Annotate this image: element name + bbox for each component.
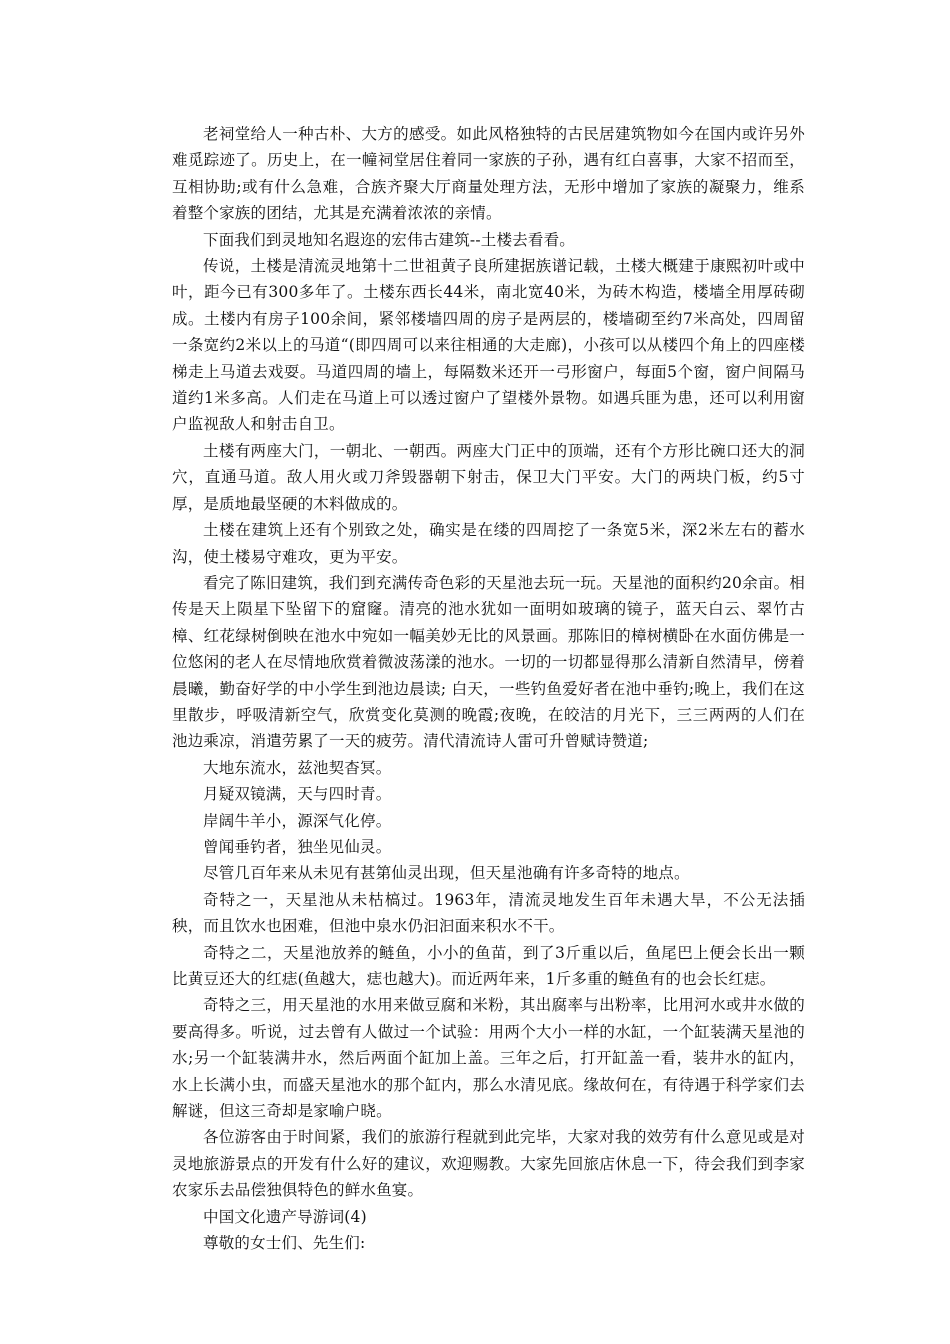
paragraph-closing: 各位游客由于时间紧，我们的旅游行程就到此完毕，大家对我的效劳有什么意见或是对灵地旅游景点的开发有什么好的建议，欢迎赐教。大家先回旅店休息一下，待会我们到李家农家乐去品偿独俱特色的鲜水鱼宴。 xyxy=(172,1128,805,1200)
paragraph-tulou-intro: 下面我们到灵地知名遐迩的宏伟古建筑--土楼去看看。 xyxy=(203,230,575,249)
paragraph-tianxing-pool: 看完了陈旧建筑，我们到充满传奇色彩的天星池去玩一玩。天星池的面积约20余亩。相传是天上陨星下坠留下的窟窿。清亮的池水犹如一面明如玻璃的镜子，蓝天白云、翠竹古樟、红花绿树倒映在池水中宛如一幅美妙无比的风景画。那陈旧的樟树横卧在水面仿佛是一位悠闲的老人在尽情地欣赏着微波荡漾的池水。一切的一切都显得那么清新自然清早，傍着晨曦，勤奋好学的中小学生到池边晨读; 白天，一些钓鱼爱好者在池中垂钓;晚上，我们在这里散步，呼吸清新空气，欣赏变化莫测的晚霞;夜晚，在皎洁的月光下，三三两两的人们在池边乘凉，消遣劳累了一天的疲劳。清代清流诗人雷可升曾赋诗赞道; xyxy=(172,573,805,751)
paragraph-wonder-three: 奇特之三，用天星池的水用来做豆腐和米粉，其出腐率与出粉率，比用河水或井水做的要高得多。听说，过去曾有人做过一个试验：用两个大小一样的水缸，一个缸装满天星池的水;另一个缸装满井水，然后两面个缸加上盖。三年之后，打开缸盖一看，装井水的缸内，水上长满小虫，而盛天星池水的那个缸内，那么水清见底。缘故何在，有待遇于科学家们去解谜，但这三奇却是家喻户晓。 xyxy=(172,996,805,1121)
paragraph-ancestral-hall: 老祠堂给人一种古朴、大方的感受。如此风格独特的古民居建筑物如今在国内或许另外难觅踪迹了。历史上，在一幢祠堂居住着同一家族的子孙，遇有红白喜事，大家不招而至，互相协助;或有什么急难，合族齐聚大厅商量处理方法，无形中增加了家族的凝聚力，维系着整个家族的团结，尤其是充满着浓浓的亲情。 xyxy=(172,125,805,223)
section-heading: 中国文化遗产导游词(4) xyxy=(203,1207,367,1226)
poem-line-4: 曾闻垂钓者，独坐见仙灵。 xyxy=(203,837,392,856)
greeting: 尊敬的女士们、先生们: xyxy=(203,1234,366,1253)
paragraph-pool-wonders-intro: 尽管几百年来从未见有甚第仙灵出现，但天星池确有许多奇特的地点。 xyxy=(203,864,690,883)
document-body xyxy=(172,121,805,1256)
paragraph-wonder-one: 奇特之一，天星池从未枯槁过。1963年，清流灵地发生百年未遇大旱，不公无法插秧，而且饮水也困难，但池中泉水仍汩汩面来积水不干。 xyxy=(172,890,805,936)
poem-line-2: 月疑双镜满，天与四时青。 xyxy=(203,785,392,804)
paragraph-wonder-two: 奇特之二，天星池放养的鲢鱼，小小的鱼苗，到了3斤重以后，鱼尾巴上便会长出一颗比黄豆还大的红痣(鱼越大，痣也越大)。而近两年来，1斤多重的鲢鱼有的也会长红痣。 xyxy=(172,943,805,988)
paragraph-tulou-legend: 传说，土楼是清流灵地第十二世祖黄子良所建据族谱记载，土楼大概建于康熙初叶或中叶，距今已有300多年了。土楼东西长44米，南北宽40米，为砖木构造，楼墙全用厚砖砌成。土楼内有房子100余间，紧邻楼墙四周的房子是两层的，楼墙砌至约7米高处，四周留一条宽约2米以上的马道“(即四周可以来往相通的大走廊)，小孩可以从楼四个角上的四座楼梯走上马道去戏耍。马道四周的墙上，每隔数米还开一弓形窗户，每面5个窗，窗户间隔马道约1米多高。人们走在马道上可以透过窗户了望楼外景物。如遇兵匪为患，还可以利用窗户监视敌人和射击自卫。 xyxy=(172,257,805,434)
paragraph-tulou-moat: 土楼在建筑上还有个别致之处，确实是在缕的四周挖了一条宽5米，深2米左右的蓄水沟，使土楼易守难攻，更为平安。 xyxy=(172,521,805,566)
paragraph-tulou-gates: 土楼有两座大门，一朝北、一朝西。两座大门正中的顶端，还有个方形比碗口还大的洞穴，直通马道。敌人用火或刀斧毁器朝下射击，保卫大门平安。大门的两块门板，约5寸厚，是质地最坚硬的木料做成的。 xyxy=(172,441,805,513)
poem-line-3: 岸阔牛羊小，源深气化停。 xyxy=(203,811,392,830)
poem-line-1: 大地东流水，兹池契杳冥。 xyxy=(203,758,392,777)
